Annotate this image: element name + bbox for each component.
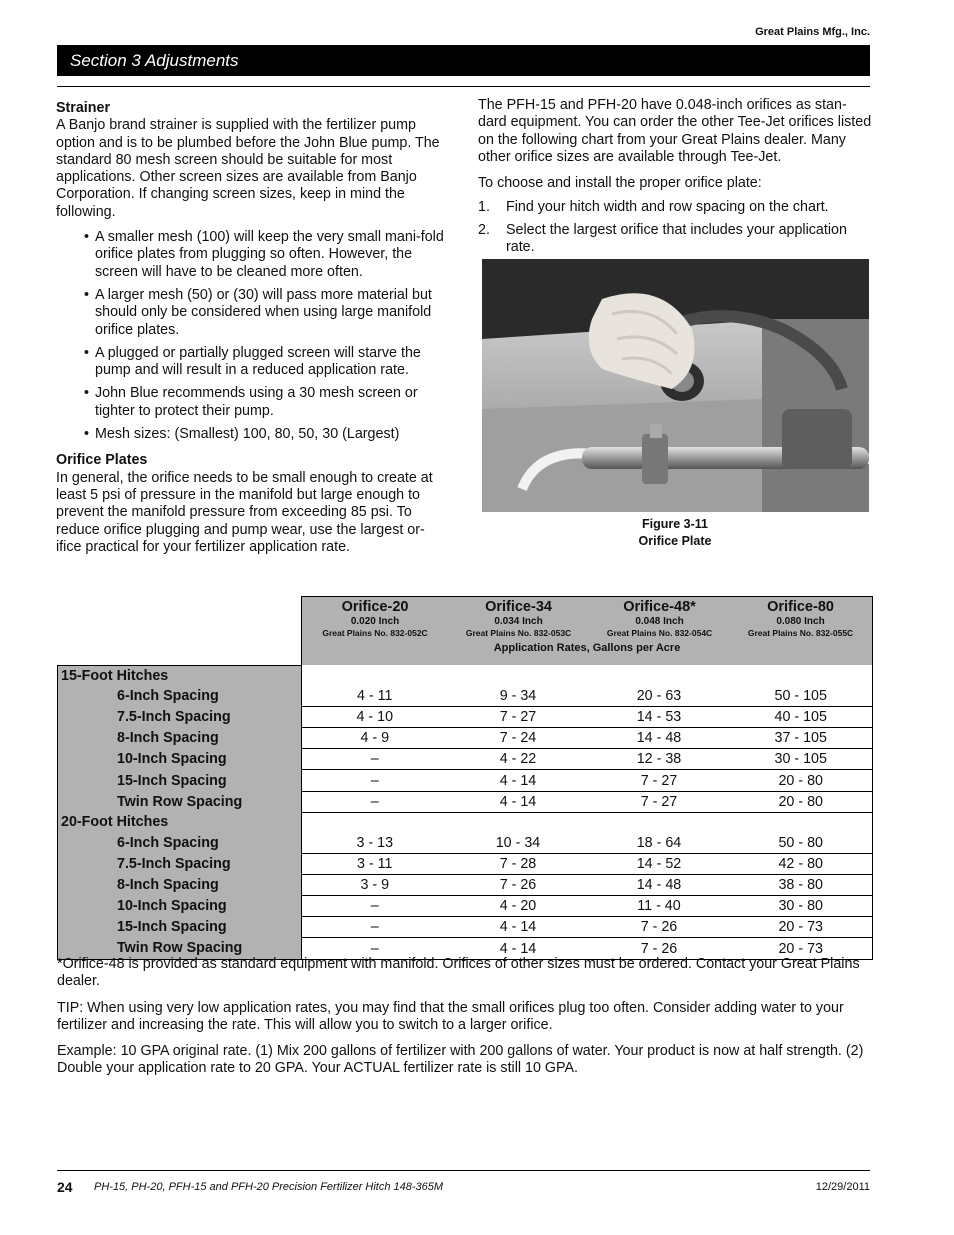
hitch-group-row [58, 665, 873, 686]
column-header-orifice-34 [448, 597, 589, 638]
rate-cell: 11 - 40 [588, 896, 729, 917]
rate-cell: 7 - 24 [448, 728, 589, 749]
table-row [58, 896, 873, 917]
rate-cell: 4 - 10 [302, 706, 448, 727]
hitch-group-row [58, 812, 873, 832]
table-row [58, 917, 873, 938]
rate-cell: 4 - 9 [302, 728, 448, 749]
column-header-orifice-20 [302, 597, 448, 638]
application-rate-table [57, 596, 873, 960]
row-label: 6-Inch Spacing [58, 833, 302, 854]
table-row [58, 791, 873, 812]
row-label: 10-Inch Spacing [58, 749, 302, 770]
rate-cell: 7 - 26 [448, 874, 589, 895]
figure-title: Orifice Plate [638, 534, 712, 548]
orifice-plate-photo [482, 259, 869, 512]
document-date: 12/29/2011 [815, 1181, 870, 1193]
table-row [58, 686, 873, 707]
rate-cell: 20 - 73 [729, 938, 872, 959]
rate-cell: 7 - 26 [588, 917, 729, 938]
rate-cell: 10 - 34 [448, 833, 589, 854]
rate-cell: 3 - 11 [302, 853, 448, 874]
table-header [302, 597, 873, 666]
right-column [478, 97, 873, 261]
rate-cell: 12 - 38 [588, 749, 729, 770]
rate-cell: 38 - 80 [729, 874, 872, 895]
step-item [478, 222, 873, 257]
table-row [58, 770, 873, 791]
column-part-number: Great Plains No. 832-052C [322, 628, 428, 638]
table-row [58, 874, 873, 895]
rate-cell: 14 - 53 [588, 706, 729, 727]
strainer-heading: Strainer [56, 100, 111, 116]
row-label: 10-Inch Spacing [58, 896, 302, 917]
strainer-bullet-list [56, 229, 449, 443]
tip-text: TIP: When using very low application rates, you may find that the small orifices plug too often. Consider adding water to your fertilizer and increasing the rate. This will allow you to switch to a larger orifice. [57, 999, 844, 1033]
rate-cell: 4 - 14 [448, 938, 589, 959]
column-header-orifice-80 [730, 597, 871, 638]
column-inch: 0.080 Inch [776, 616, 825, 627]
step-number: 2. [478, 221, 490, 238]
rate-cell: 7 - 26 [588, 938, 729, 959]
table-row [58, 749, 873, 770]
rate-cell: 20 - 63 [588, 686, 729, 707]
bullet-item: • A plugged or partially plugged screen will starve the pump and will result in a reduced application rate. [56, 345, 449, 380]
rate-cell: 42 - 80 [729, 853, 872, 874]
column-inch: 0.048 Inch [635, 616, 684, 627]
step-text: Select the largest orifice that includes your application rate. [506, 221, 847, 256]
column-part-number: Great Plains No. 832-053C [465, 628, 572, 638]
example-text: Example: 10 GPA original rate. (1) Mix 200 gallons of fertilizer with 200 gallons of water. Your product is now at half strength. (2) Double your application rate to 20 GPA. Your ACTUAL fertilizer rate is still 10 GPA. [57, 1043, 864, 1077]
rate-cell: 3 - 9 [302, 874, 448, 895]
rate-cell: 3 - 13 [302, 833, 448, 854]
document-title: PH-15, PH-20, PFH-15 and PFH-20 Precision Fertilizer Hitch 148-365M [94, 1181, 444, 1193]
rate-cell: 37 - 105 [729, 728, 872, 749]
section-header-bar [57, 45, 870, 76]
rate-cell: 14 - 52 [588, 853, 729, 874]
row-label: 8-Inch Spacing [58, 728, 302, 749]
company-name: Great Plains Mfg., Inc. [755, 26, 870, 38]
row-label: 8-Inch Spacing [58, 874, 302, 895]
rate-cell: 9 - 34 [448, 686, 589, 707]
rate-cell: 4 - 14 [448, 770, 589, 791]
hitch-group-label: 15-Foot Hitches [58, 665, 302, 686]
page-number: 24 [57, 1179, 73, 1195]
section-title: Section 3 Adjustments [70, 51, 239, 70]
orifice-plates-heading: Orifice Plates [56, 452, 148, 469]
row-label: 6-Inch Spacing [58, 686, 302, 707]
table-corner [58, 597, 302, 666]
instruction-steps [478, 199, 873, 256]
rate-cell: 14 - 48 [588, 874, 729, 895]
rate-cell: 40 - 105 [729, 706, 872, 727]
bullet-item: • A larger mesh (50) or (30) will pass more material but should only be considered when using large manifold orifice plates. [56, 287, 449, 339]
strainer-paragraph: A Banjo brand strainer is supplied with the fertilizer pump option and is to be plumbed before the John Blue pump. The standard 80 mesh screen should be suitable for most applications. Other screen sizes are available from Banjo Corporation. If changing screen sizes, keep in mind the following. [56, 117, 440, 220]
table-row [58, 853, 873, 874]
rate-cell: 18 - 64 [588, 833, 729, 854]
rate-cell: 20 - 73 [729, 917, 872, 938]
rate-cell: 7 - 27 [588, 791, 729, 812]
row-label: 7.5-Inch Spacing [58, 706, 302, 727]
rate-cell: 20 - 80 [729, 791, 872, 812]
column-header-orifice-48 [589, 597, 730, 638]
hitch-group-label: 20-Foot Hitches [58, 812, 302, 832]
rate-cell: 30 - 80 [729, 896, 872, 917]
rate-cell: 20 - 80 [729, 770, 872, 791]
footer-divider [57, 1170, 870, 1171]
rate-cell: 4 - 20 [448, 896, 589, 917]
rate-cell: 50 - 105 [729, 686, 872, 707]
step-number: 1. [478, 199, 490, 216]
row-label: 15-Inch Spacing [58, 770, 302, 791]
rate-cell: 14 - 48 [588, 728, 729, 749]
rate-cell: – [302, 749, 448, 770]
row-label: Twin Row Spacing [58, 938, 302, 959]
orifice-plate-photo-image [482, 259, 869, 512]
choose-orifice-text: To choose and install the proper orifice plate: [478, 175, 762, 192]
column-part-number: Great Plains No. 832-054C [606, 628, 713, 638]
column-inch: 0.034 Inch [494, 616, 543, 627]
column-name: Orifice-80 [767, 599, 834, 615]
column-name: Orifice-34 [485, 599, 552, 615]
rate-cell: – [302, 791, 448, 812]
figure-caption [575, 516, 775, 550]
row-label: 15-Inch Spacing [58, 917, 302, 938]
rate-cell: 30 - 105 [729, 749, 872, 770]
rate-cell: – [302, 896, 448, 917]
step-text: Find your hitch width and row spacing on the chart. [506, 199, 829, 216]
column-part-number: Great Plains No. 832-055C [747, 628, 854, 638]
rate-cell: 50 - 80 [729, 833, 872, 854]
orifice-plates-paragraph: In general, the orifice needs to be small enough to create at least 5 psi of pressure in the manifold but large enough to prevent the manifold pressure from exceeding 85 psi. To reduce orifice plugging and pump wear, use the largest or-ifice practical for your fertilizer application rate. [56, 469, 433, 555]
footnote: *Orifice-48 is provided as standard equipment with manifold. Orifices of other sizes must be ordered. Contact your Great Plains dealer. [57, 956, 860, 990]
column-name: Orifice-48* [623, 599, 696, 615]
rate-cell: 4 - 14 [448, 791, 589, 812]
rate-cell: – [302, 938, 448, 959]
figure-number: Figure 3-11 [642, 517, 708, 531]
bullet-item: • John Blue recommends using a 30 mesh screen or tighter to protect their pump. [56, 385, 449, 420]
rate-cell: 4 - 11 [302, 686, 448, 707]
table-row [58, 833, 873, 854]
table-row [58, 706, 873, 727]
group-spacer [302, 812, 873, 832]
group-spacer [302, 665, 873, 686]
orifice-intro-paragraph: The PFH-15 and PFH-20 have 0.048-inch orifices as stan-dard equipment. You can order the other Tee-Jet orifices listed on the following chart from your Great Plains dealer. Many other orifice sizes are available through Tee-Jet. [478, 97, 872, 165]
row-label: Twin Row Spacing [58, 791, 302, 812]
table-body [58, 665, 873, 959]
notes-section [57, 956, 873, 1087]
column-name: Orifice-20 [341, 599, 409, 615]
rate-cell: 7 - 28 [448, 853, 589, 874]
header-divider [57, 86, 870, 87]
rate-cell: 7 - 27 [448, 706, 589, 727]
rate-cell: – [302, 770, 448, 791]
units-label: Application Rates, Gallons per Acre [493, 642, 681, 654]
bullet-item: • A smaller mesh (100) will keep the very small mani-fold orifice plates from plugging so often. However, the screen will have to be cleaned more often. [56, 229, 449, 281]
column-inch: 0.020 Inch [350, 616, 400, 627]
left-column [56, 100, 449, 556]
rate-cell: 4 - 14 [448, 917, 589, 938]
row-label: 7.5-Inch Spacing [58, 853, 302, 874]
step-item [478, 199, 873, 216]
rate-cell: 7 - 27 [588, 770, 729, 791]
bullet-item: • Mesh sizes: (Smallest) 100, 80, 50, 30 (Largest) [56, 426, 449, 443]
rate-cell: 4 - 22 [448, 749, 589, 770]
rate-cell: – [302, 917, 448, 938]
table-row [58, 728, 873, 749]
